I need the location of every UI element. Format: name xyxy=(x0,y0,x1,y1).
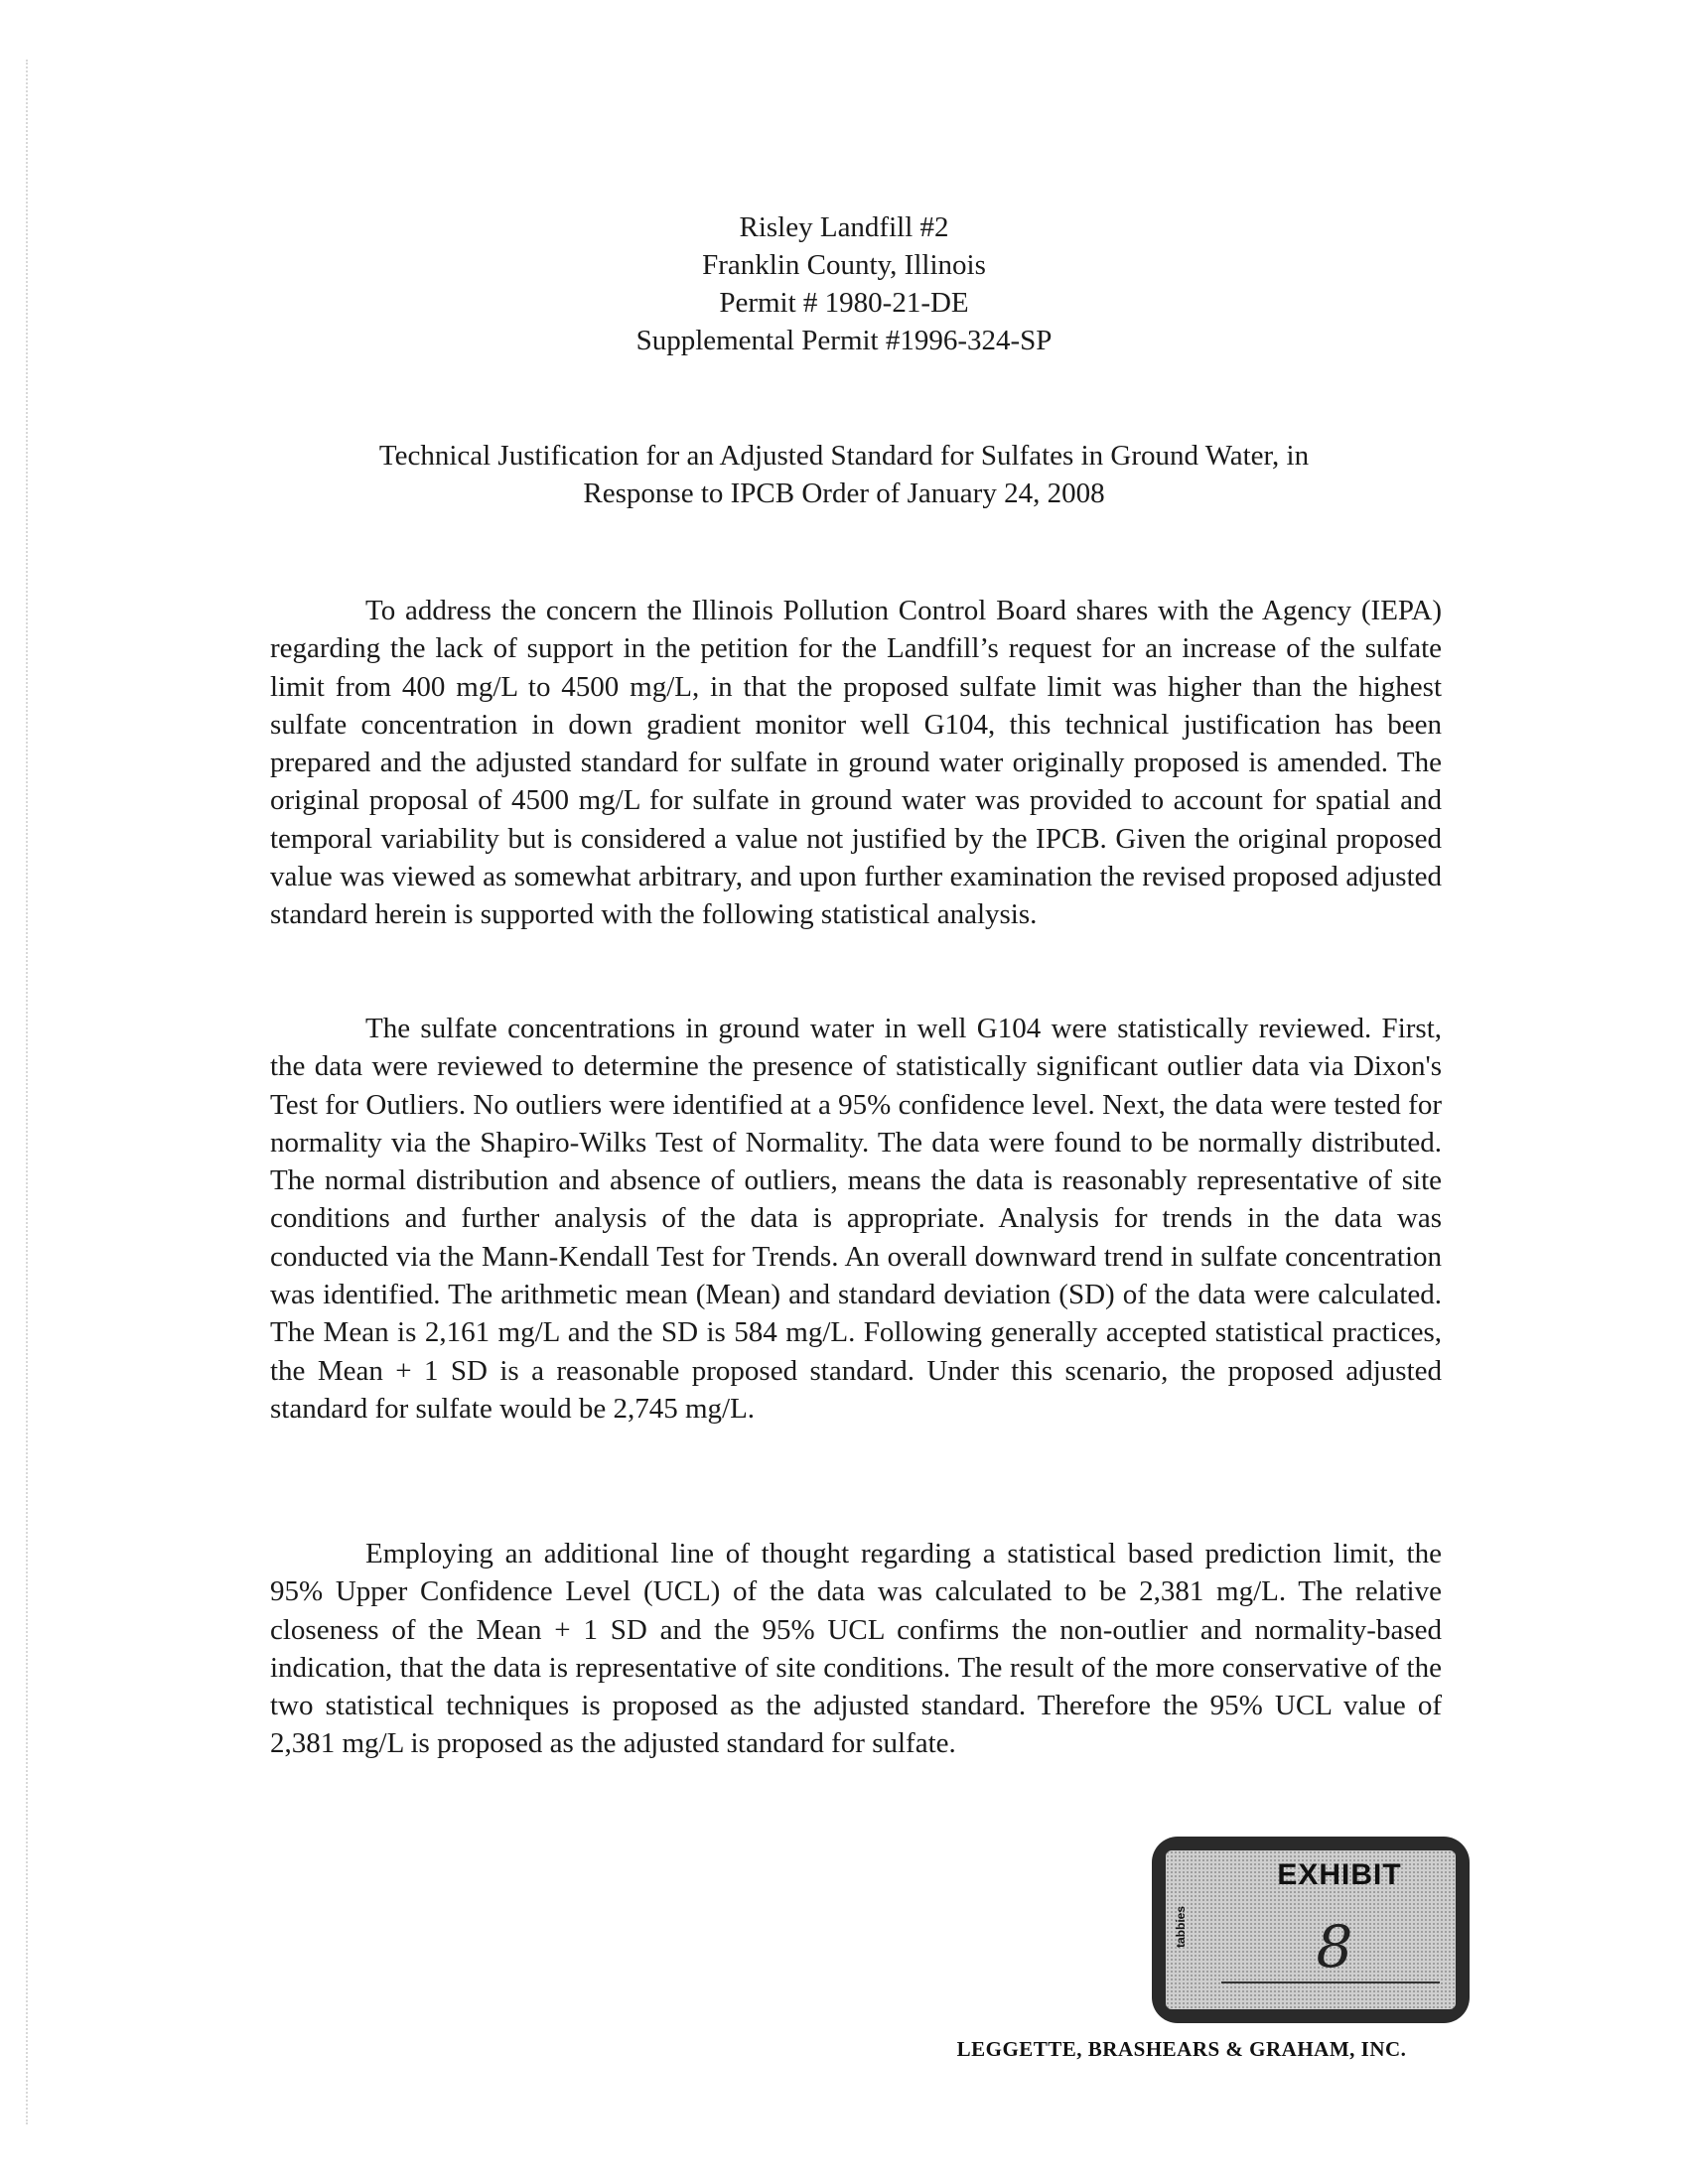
body-paragraph-2: The sulfate concentrations in ground water in well G104 were statistically reviewed. First, the data were reviewed to determine the presence of statistically significant outlier data via Dixon's Test for Outliers. No outliers were identified at a 95% confidence level. Next, the data were tested for normality via the Shapiro-Wilks Test of Normality. The data were found to be normally distributed. The normal distribution and absence of outliers, means the data is reasonably representative of site conditions and further analysis of the data is appropriate. Analysis for trends in the data was conducted via the Mann-Kendall Test for Trends. An overall downward trend in sulfate concentration was identified. The arithmetic mean (Mean) and standard deviation (SD) of the data were calculated. The Mean is 2,161 mg/L and the SD is 584 mg/L. Following generally accepted statistical practices, the Mean + 1 SD is a reasonable proposed standard. Under this scenario, the proposed adjusted standard for sulfate would be 2,745 mg/L. xyxy=(270,1013,1442,1425)
header-permit: Permit # 1980-21-DE xyxy=(719,287,969,319)
exhibit-sticker-face xyxy=(1166,1850,1456,2009)
header-supplemental-permit: Supplemental Permit #1996-324-SP xyxy=(635,325,1053,356)
document-title xyxy=(288,437,1400,512)
title-line-2: Response to IPCB Order of January 24, 2008 xyxy=(583,478,1105,509)
exhibit-sticker xyxy=(1152,1837,1470,2023)
body-paragraph-3: Employing an additional line of thought regarding a statistical based prediction limit, the 95% Upper Confidence Level (UCL) of the data was calculated to be 2,381 mg/L. The relative closeness of the Mean + 1 SD and the 95% UCL confirms the non-outlier and normality-based indication, that the data is representative of site conditions. The result of the more conservative of the two statistical techniques is proposed as the adjusted standard. Therefore the 95% UCL value of 2,381 mg/L is proposed as the adjusted standard for sulfate. xyxy=(270,1538,1442,1760)
exhibit-underline xyxy=(1221,1981,1440,1983)
header-site-name: Risley Landfill #2 xyxy=(739,211,949,243)
document-header xyxy=(0,208,1688,359)
scan-edge-artifact xyxy=(26,60,30,2124)
title-line-1: Technical Justification for an Adjusted Standard for Sulfates in Ground Water, in xyxy=(378,440,1310,472)
body-paragraph-1: To address the concern the Illinois Pollution Control Board shares with the Agency (IEPA) regarding the lack of support in the petition for the Landfill’s request for an increase of the sulfate limit from 400 mg/L to 4500 mg/L, in that the proposed sulfate limit was higher than the highest sulfate concentration in down gradient monitor well G104, this technical justification has been prepared and the adjusted standard for sulfate in ground water originally proposed is amended. The original proposal of 4500 mg/L for sulfate in ground water was provided to account for spatial and temporal variability but is considered a value not justified by the IPCB. Given the original proposed value was viewed as somewhat arbitrary, and upon further examination the revised proposed adjusted standard herein is supported with the following statistical analysis. xyxy=(270,595,1442,931)
footer-company-name: LEGGETTE, BRASHEARS & GRAHAM, INC. xyxy=(956,2037,1407,2061)
exhibit-title: EXHIBIT xyxy=(1277,1858,1402,1891)
exhibit-number: 8 xyxy=(1316,1913,1353,1980)
exhibit-brand-logo: tabbies xyxy=(1174,1905,1189,1949)
header-county: Franklin County, Illinois xyxy=(702,249,986,281)
